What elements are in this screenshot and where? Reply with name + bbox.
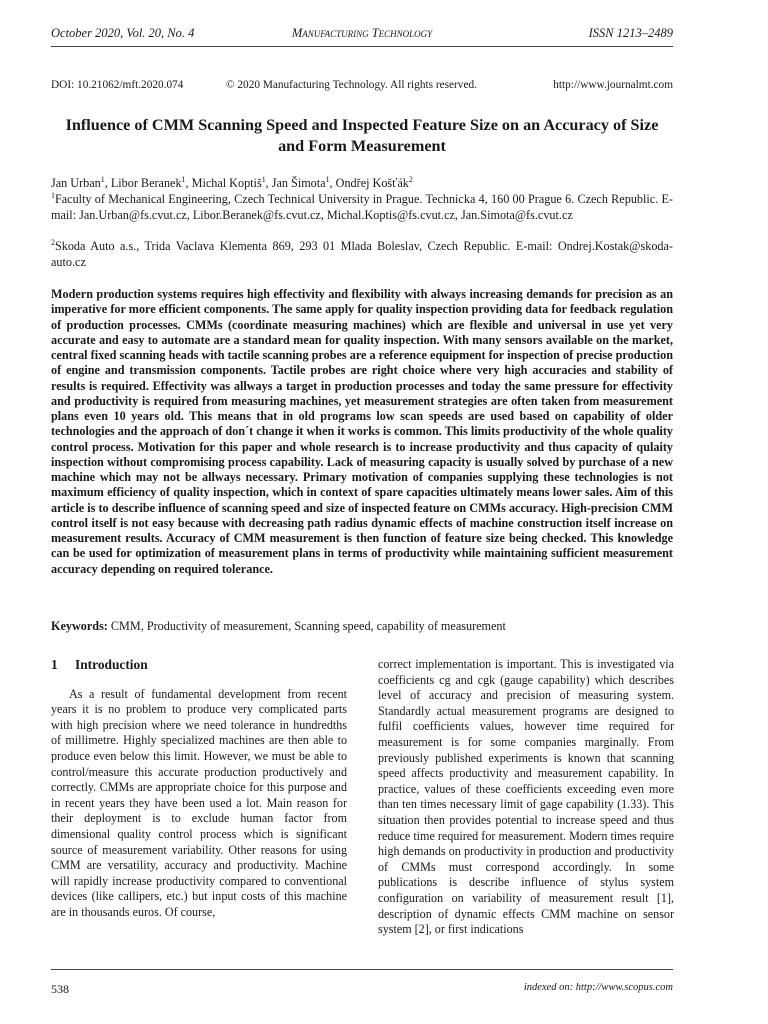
issue-info: October 2020, Vol. 20, No. 4 <box>51 26 195 40</box>
issn: ISSN 1213–2489 <box>588 26 673 40</box>
keywords <box>51 619 673 634</box>
page-number: 538 <box>51 982 69 996</box>
running-header <box>51 26 673 44</box>
author: Michal Koptiš$^1$, <box>191 174 272 190</box>
left-column <box>51 657 347 921</box>
author: Ondřej Košťák$^2$ <box>335 174 413 190</box>
author: Libor Beranek$^1$, <box>110 174 192 190</box>
indexed-note: indexed on: http://www.scopus.com <box>523 982 673 993</box>
author: Jan Šimota$^1$, <box>271 174 336 190</box>
header-rule <box>51 46 673 47</box>
author-list <box>51 175 673 191</box>
abstract: Modern production systems requires high effectivity and flexibility with always increasing demands for precision as an imperative for more efficient components. The same apply for quality inspection providing data for feedback regulation of production processes. CMMs (coordinate measuring machines) which are flexible and universal in use yet very accurate and easy to automate are a standard mean for quality inspection. With many sensors available on the market, central fixed scanning heads with tactile scanning probes are a reference equipment for inspection of precise production of engine and transmission components. Tactile probes are right choice where very high accuracies and stability of results is required. Effectivity was allways a target in production processes and today the same pressure for effectivity and productivity is required from measuring machines, yet measurement strategies are often taken from measurement plans even 10 years old. This means that in old programs low scan speeds are used based on capability of older technologies and the approach of don´t change it when it works is common. This limits productivity of the whole quality control process. Motivation for this paper and whole research is to increase productivity and thus capacity of qulaity inspection without compromising process capability. Lack of measuring capacity is usually solved by purchase of a new machine which may not be allways necessary. Primary motivation of companies supplying these technologies is not maximum efficiency of quality inspection, which in context of spare capacities ultimately means lower sales. Aim of this article is to describe influence of scanning speed and size of inspected feature on CMMs accuracy. High-precision CMM control itself is not easy because with decreasing path radius dynamic effects of machine construction itself increase on measurement results. Accuracy of CMM measurement is then function of feature size being checked. This knowledge can be used for optimization of measurement plans in terms of productivity while maintaining sufficient measurement accuracy depending on required tolerance. <box>51 287 673 576</box>
left-column-text: As a result of fundamental development from recent years it is no problem to produce very complicated parts with high precision where we need tolerance in hundredths of millimetre. Highly specialized machines are then able to produce even below this limit. However, we must be able to control/measure this accurate production productively and correctly. CMMs are appropriate choice for this purpose and in recent years they have been used a lot. Main reason for their deployment is to exclude human factor from dimensional quality control process which is significant source of measurement variability. Other reasons for using CMM are versatility, accuracy and productivity. Machine will rapidly increase productivity compared to conventional devices (like callipers, etc.) but input costs of this machine are in thousands euros. Of course, <box>51 686 347 919</box>
section-number: 1 <box>51 657 58 672</box>
section-title: Introduction <box>75 657 148 672</box>
affiliation-1: $^1$Faculty of Mechanical Engineering, Czech Technical University in Prague. Technicka 4, 160 00 Prague 6. Czech Republic. E-mail: Jan.Urban@fs.cvut.cz, Libor.Beranek@fs.cvut.cz, Michal.Koptis@fs.cvut.cz, Jan.Simota@fs.cvut.cz <box>51 190 673 222</box>
paper-title: Influence of CMM Scanning Speed and Inspected Feature Size on an Accuracy of Size and Form Measurement <box>65 116 659 155</box>
section-heading <box>51 657 347 673</box>
affiliation-2: $^2$Skoda Auto a.s., Trida Vaclava Klementa 869, 293 01 Mlada Boleslav, Czech Republic. E-mail: Ondrej.Kostak@skoda-auto.cz <box>51 237 673 269</box>
journal-name: Manufacturing Technology <box>291 26 433 40</box>
keywords-label: Keywords: <box>51 619 108 633</box>
doi: DOI: 10.21062/mft.2020.074 <box>51 79 184 91</box>
footer-rule <box>51 969 673 970</box>
copyright: © 2020 Manufacturing Technology. All rights reserved. <box>226 79 477 91</box>
keywords-text: CMM, Productivity of measurement, Scanning speed, capability of measurement <box>110 619 506 633</box>
journal-url[interactable]: http://www.journalmt.com <box>553 79 673 91</box>
right-column-text: correct implementation is important. This is investigated via coefficients cg and cgk (gauge capability) which describes level of accuracy and precision of measuring system. Standardly actual measurement programs are designed to fulfil coefficients values, however time required for measurement is for some companies marginally. From previously published experiments is known that scanning speed affects productivity and measurement capability. In practice, values of these coefficients exceeding even more than ten times necessary limit of gage capability (1.33). This situation then provides potential to increase speed and thus reduce time required for measurement. Modern times require high demands on productivity in production and productivity of CMMs must correspond accordingly. In some publications is describe influence of stylus system configuration on variability of measurement result [1], description of dynamic effects CMM machine on sensor system [2], or first indications <box>378 657 674 937</box>
right-column <box>378 657 674 938</box>
author: Jan Urban$^1$, <box>51 174 111 190</box>
